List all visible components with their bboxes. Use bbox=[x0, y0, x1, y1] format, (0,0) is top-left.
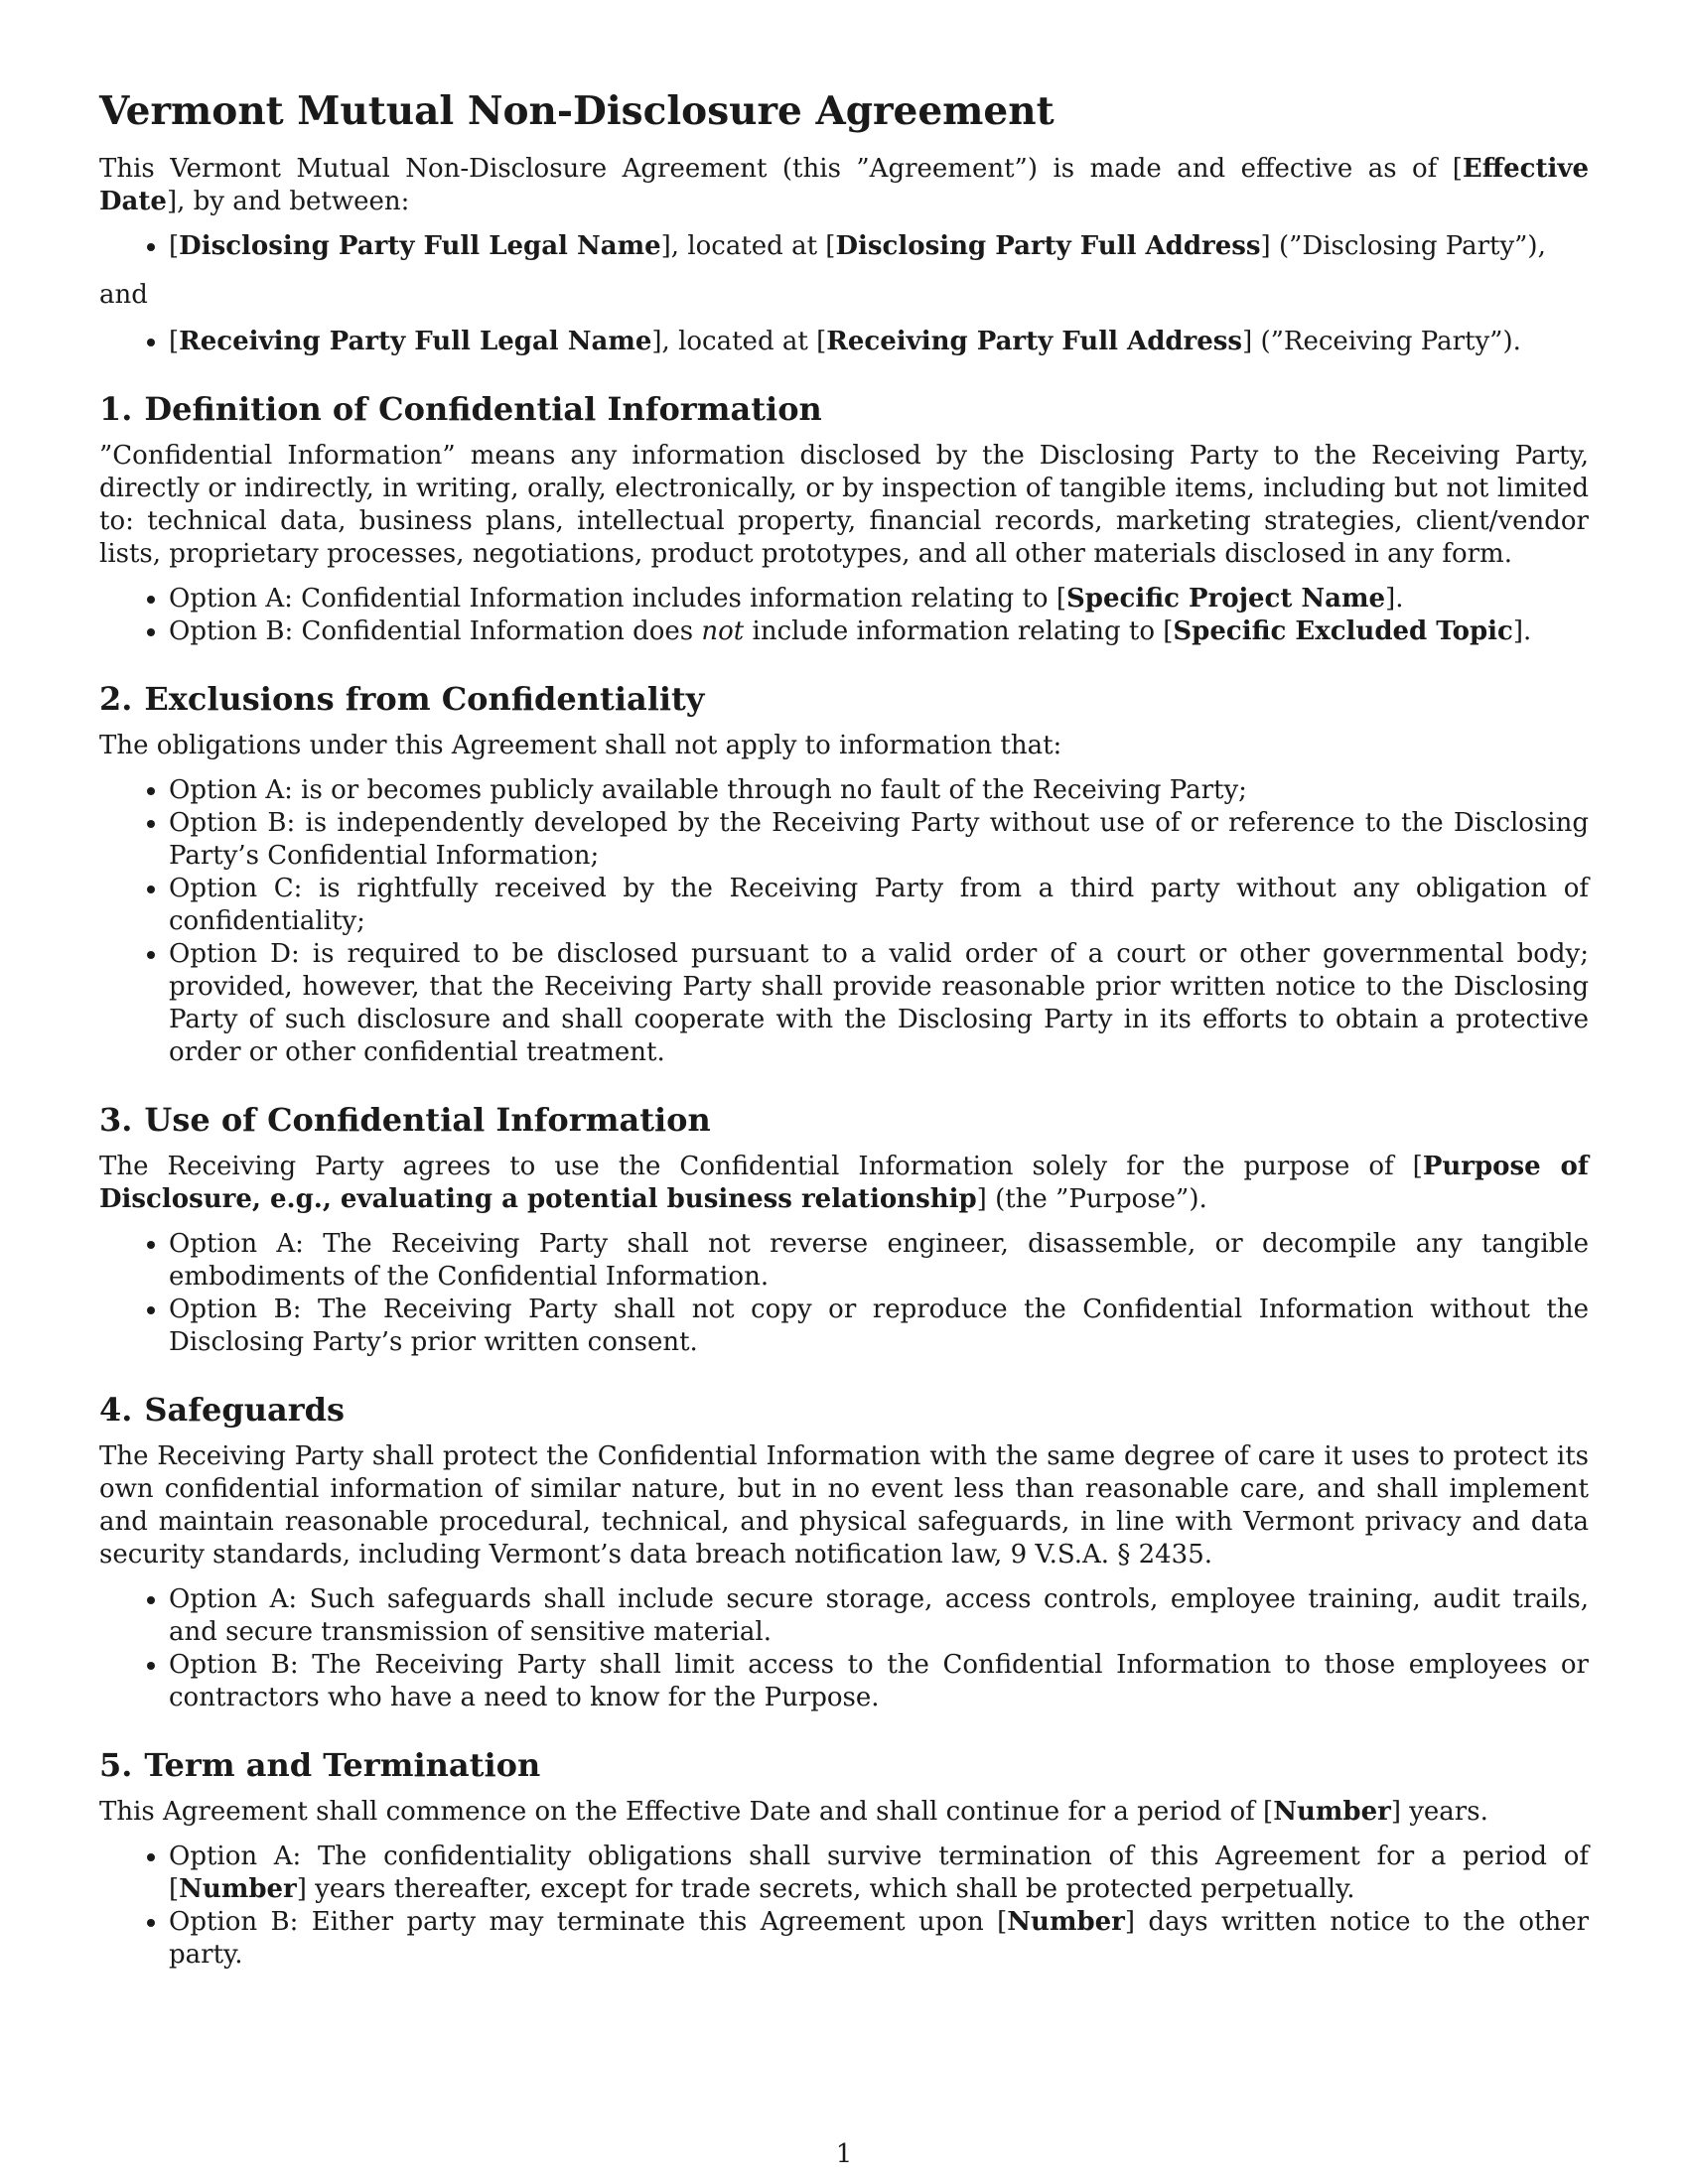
and-connector: and bbox=[99, 280, 148, 310]
list-item: • Option B: Either party may terminate this Agreement upon [Number] days written notice to the other party. bbox=[169, 1906, 1589, 1972]
section-2-options bbox=[99, 774, 1589, 1069]
list-item: • Option B: Confidential Information does not include information relating to [Specific Excluded Topic]. bbox=[169, 615, 1589, 648]
disclosing-party-name: Disclosing Party Full Legal Name bbox=[179, 231, 661, 261]
section-heading-4: 4. Safeguards bbox=[99, 1391, 345, 1429]
list-item: • Option A: is or becomes publicly available through no fault of the Receiving Party; bbox=[169, 774, 1589, 807]
document-page bbox=[99, 85, 1589, 1983]
section-4-options bbox=[99, 1583, 1589, 1714]
disclosing-party-item: • [Disclosing Party Full Legal Name], located at [Disclosing Party Full Address] (”Disclosing Party”), bbox=[169, 230, 1589, 263]
list-item: • Option A: Such safeguards shall include secure storage, access controls, employee training, audit trails, and secure transmission of sensitive material. bbox=[169, 1583, 1589, 1649]
section-1-options bbox=[99, 583, 1589, 648]
list-item: • Option A: The Receiving Party shall not reverse engineer, disassemble, or decompile any tangible embodiments of the Confidential Information. bbox=[169, 1228, 1589, 1294]
list-item: • Option B: The Receiving Party shall not copy or reproduce the Confidential Information without the Disclosing Party’s prior written consent. bbox=[169, 1294, 1589, 1359]
section-3-options bbox=[99, 1228, 1589, 1359]
section-4-body: The Receiving Party shall protect the Confidential Information with the same degree of care it uses to protect its own confidential information of similar nature, but in no event less than reasonable care, and shall implement and maintain reasonable procedural, technical, and physical safeguards, in line with Vermont privacy and data security standards, including Vermont’s data breach notification law, 9 V.S.A. § 2435. bbox=[99, 1441, 1589, 1570]
list-item: • Option B: is independently developed by the Receiving Party without use of or reference to the Disclosing Party’s Confidential Information; bbox=[169, 807, 1589, 873]
section-heading-1: 1. Definition of Confidential Information bbox=[99, 390, 822, 428]
section-heading-2: 2. Exclusions from Confidentiality bbox=[99, 680, 705, 718]
receiving-party-name: Receiving Party Full Legal Name bbox=[179, 327, 652, 356]
list-item: • Option A: Confidential Information includes information relating to [Specific Project Name]. bbox=[169, 583, 1589, 615]
list-item: • Option C: is rightfully received by the Receiving Party from a third party without any obligation of confidentiality; bbox=[169, 873, 1589, 938]
receiving-party-item: • [Receiving Party Full Legal Name], located at [Receiving Party Full Address] (”Receiving Party”). bbox=[169, 326, 1589, 358]
receiving-party-address: Receiving Party Full Address bbox=[826, 327, 1243, 356]
effective-date-placeholder: Effective Date bbox=[99, 154, 1589, 216]
document-title: Vermont Mutual Non-Disclosure Agreement bbox=[99, 88, 1055, 134]
section-heading-5: 5. Term and Termination bbox=[99, 1746, 541, 1784]
section-5-options bbox=[99, 1841, 1589, 1972]
section-heading-3: 3. Use of Confidential Information bbox=[99, 1101, 711, 1139]
page-number: 1 bbox=[835, 2139, 853, 2169]
list-item: • Option B: The Receiving Party shall limit access to the Confidential Information to those employees or contractors who have a need to know for the Purpose. bbox=[169, 1649, 1589, 1714]
receiving-party-list bbox=[99, 326, 1589, 358]
list-item: • Option A: The confidentiality obligations shall survive termination of this Agreement for a period of [Number] years thereafter, except for trade secrets, which shall be protected perpetually. bbox=[169, 1841, 1589, 1906]
disclosing-party-address: Disclosing Party Full Address bbox=[835, 231, 1261, 261]
section-5-body: This Agreement shall commence on the Effective Date and shall continue for a period of [Number] years. bbox=[99, 1797, 1488, 1827]
disclosing-party-list bbox=[99, 230, 1589, 263]
section-2-body: The obligations under this Agreement shall not apply to information that: bbox=[99, 731, 1062, 760]
intro-paragraph: This Vermont Mutual Non-Disclosure Agreement (this ”Agreement”) is made and effective as of [Effective Date], by and between: bbox=[99, 154, 1589, 216]
list-item: • Option D: is required to be disclosed pursuant to a valid order of a court or other governmental body; provided, however, that the Receiving Party shall provide reasonable prior written notice to the Disclosing Party of such disclosure and shall cooperate with the Disclosing Party in its efforts to obtain a protective order or other confidential treatment. bbox=[169, 938, 1589, 1069]
section-3-body: The Receiving Party agrees to use the Confidential Information solely for the purpose of [Purpose of Disclosure, e.g., evaluating a potential business relationship] (the ”Purpose”). bbox=[99, 1152, 1589, 1214]
section-1-body: ”Confidential Information” means any information disclosed by the Disclosing Party to the Receiving Party, directly or indirectly, in writing, orally, electronically, or by inspection of tangible items, including but not limited to: technical data, business plans, intellectual property, financial records, marketing strategies, client/vendor lists, proprietary processes, negotiations, product prototypes, and all other materials disclosed in any form. bbox=[99, 441, 1589, 569]
